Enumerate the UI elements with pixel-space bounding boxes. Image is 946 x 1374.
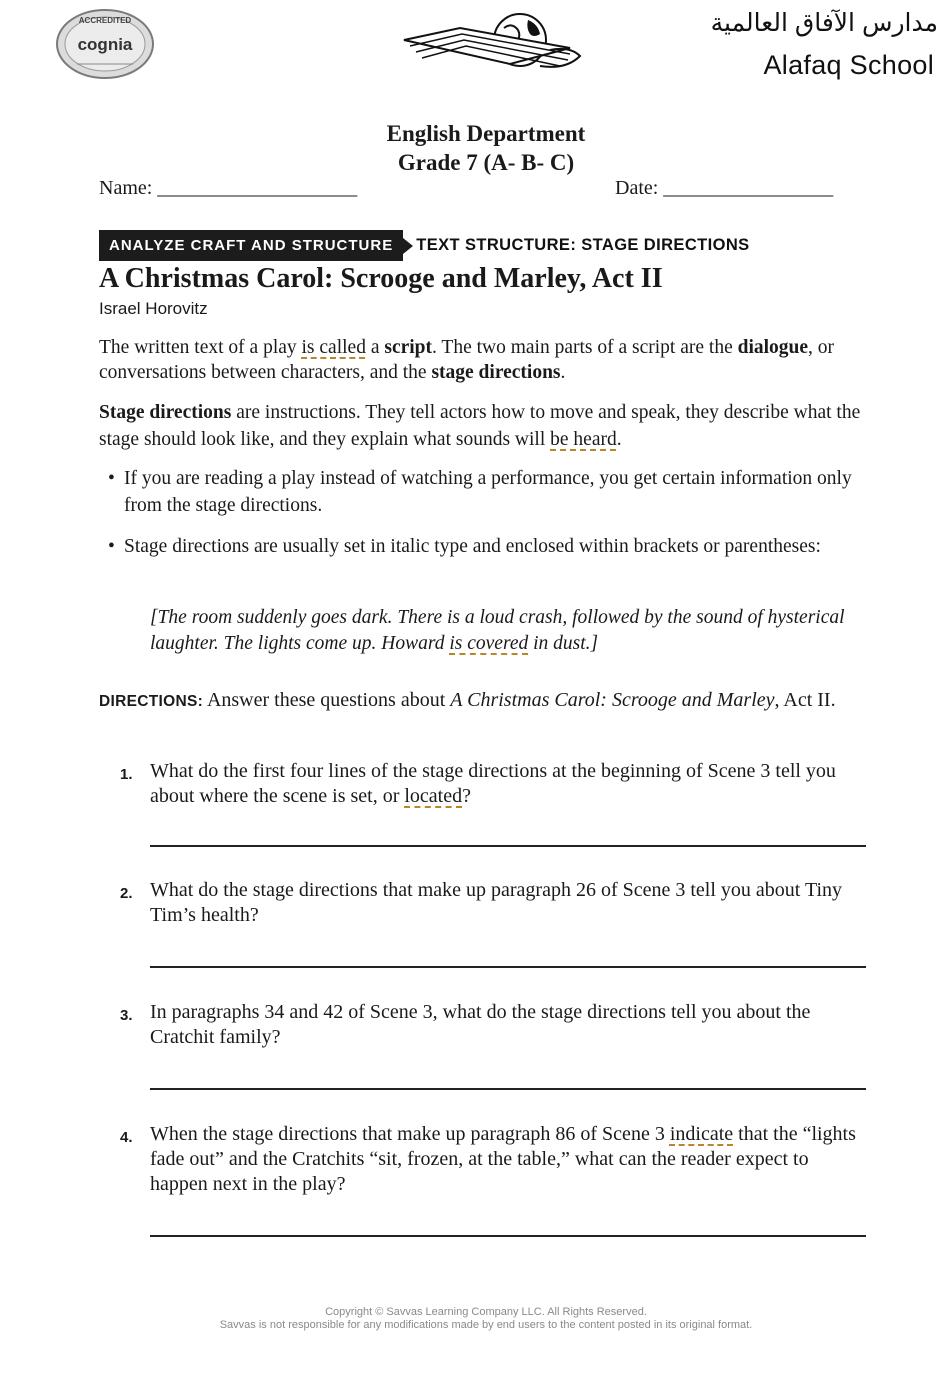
intro-text: . The two main parts of a script are the [432,337,738,358]
banner-topic: TEXT STRUCTURE: STAGE DIRECTIONS [416,236,750,254]
question-item [120,759,865,809]
cognia-seal-icon [55,8,155,80]
answer-line[interactable] [150,1088,866,1090]
intro-text: a [365,337,385,358]
question-text-part: When the stage directions that make up paragraph 86 of Scene 3 [150,1123,670,1145]
example-text: [The room suddenly goes dark. There is a loud crash, followed by the sound of hysterical laughter. The lights come up. Howard [150,607,845,654]
stage-direction-example [150,605,870,657]
directions-text: , Act II. [774,689,836,711]
vocab-underline: indicate [669,1123,734,1145]
department-heading: English Department [386,121,586,146]
date-field-label: Date: _________________ [615,177,834,199]
disclaimer-line: Savvas is not responsible for any modifications made by end users to the content posted in its original format. [219,1319,753,1331]
question-number: 4. [120,1129,133,1146]
intro-text: The written text of a play [99,337,302,358]
intro-text: . [560,362,566,383]
question-text: What do the stage directions that make up paragraph 26 of Scene 3 tell you about Tiny Tim’s health? [150,879,843,926]
accreditation-text: ACCREDITED [78,16,132,25]
banner-arrow-icon [403,238,413,254]
grade-heading: Grade 7 (A- B- C) [397,150,575,175]
term-stage-directions: Stage directions [99,402,232,423]
school-name-english: Alafaq School [763,50,934,80]
question-number: 1. [120,766,133,783]
author-name: Israel Horovitz [99,299,208,318]
copyright-line: Copyright © Savvas Learning Company LLC. All Rights Reserved. [325,1306,647,1318]
vocab-underline: is covered [449,633,529,654]
example-text: in dust.] [528,633,599,654]
vocab-underline: be heard [550,429,617,450]
vocab-underline: is called [301,337,366,358]
school-name-arabic: مدارس الآفاق العالمية [710,9,938,37]
directions-paragraph [99,687,879,715]
bullet-item [108,533,868,560]
term-dialogue: dialogue [737,337,809,358]
name-field-label: Name: ____________________ [99,177,358,199]
intro-paragraph [99,335,869,385]
worksheet-title: A Christmas Carol: Scrooge and Marley, Act II [99,263,663,294]
definition-paragraph [99,399,869,453]
cognia-brand-text: cognia [77,35,133,54]
vocab-underline: located [404,785,463,807]
globe-book-icon [400,10,590,80]
answer-line[interactable] [150,1235,866,1237]
answer-line[interactable] [150,845,866,847]
definition-text: are instructions. They tell actors how to move and speak, they describe what the stage should look like, and they explain what sounds will [99,402,861,450]
question-text-part: ? [462,785,471,807]
question-text-part: that the “lights fade out” and the Cratchits “sit, frozen, at the table,” what can the reader expect to happen next in the play? [150,1123,856,1195]
answer-line[interactable] [150,966,866,968]
question-text [150,759,865,809]
question-item [120,1000,865,1050]
bullet-item [108,465,868,519]
cognia-accreditation-logo [55,8,155,80]
question-item [120,1122,865,1197]
section-banner [99,230,750,261]
question-text [150,1122,865,1197]
term-script: script [384,337,433,358]
bullet-text: If you are reading a play instead of watching a performance, you get certain information only from the stage directions. [124,468,852,516]
play-title: A Christmas Carol: Scrooge and Marley [450,689,775,711]
question-number: 2. [120,885,133,902]
bullet-icon: • [108,468,115,489]
question-item [120,878,865,928]
bullet-icon: • [108,536,115,557]
directions-label: DIRECTIONS: [99,693,204,710]
copyright-footer [0,1306,946,1332]
term-stage-directions: stage directions [431,362,561,383]
question-text-part: What do the first four lines of the stage directions at the beginning of Scene 3 tell you about where the scene is set, or [150,760,836,807]
question-number: 3. [120,1007,133,1024]
directions-text: Answer these questions about [203,689,451,711]
banner-tag: ANALYZE CRAFT AND STRUCTURE [99,230,403,261]
definition-text: . [616,429,622,450]
intro-text: , or conversations between characters, and the [99,337,835,383]
question-text: In paragraphs 34 and 42 of Scene 3, what do the stage directions tell you about the Cratchit family? [150,1001,811,1048]
alafaq-globe-logo [400,10,590,80]
bullet-text: Stage directions are usually set in italic type and enclosed within brackets or parentheses: [124,536,821,557]
